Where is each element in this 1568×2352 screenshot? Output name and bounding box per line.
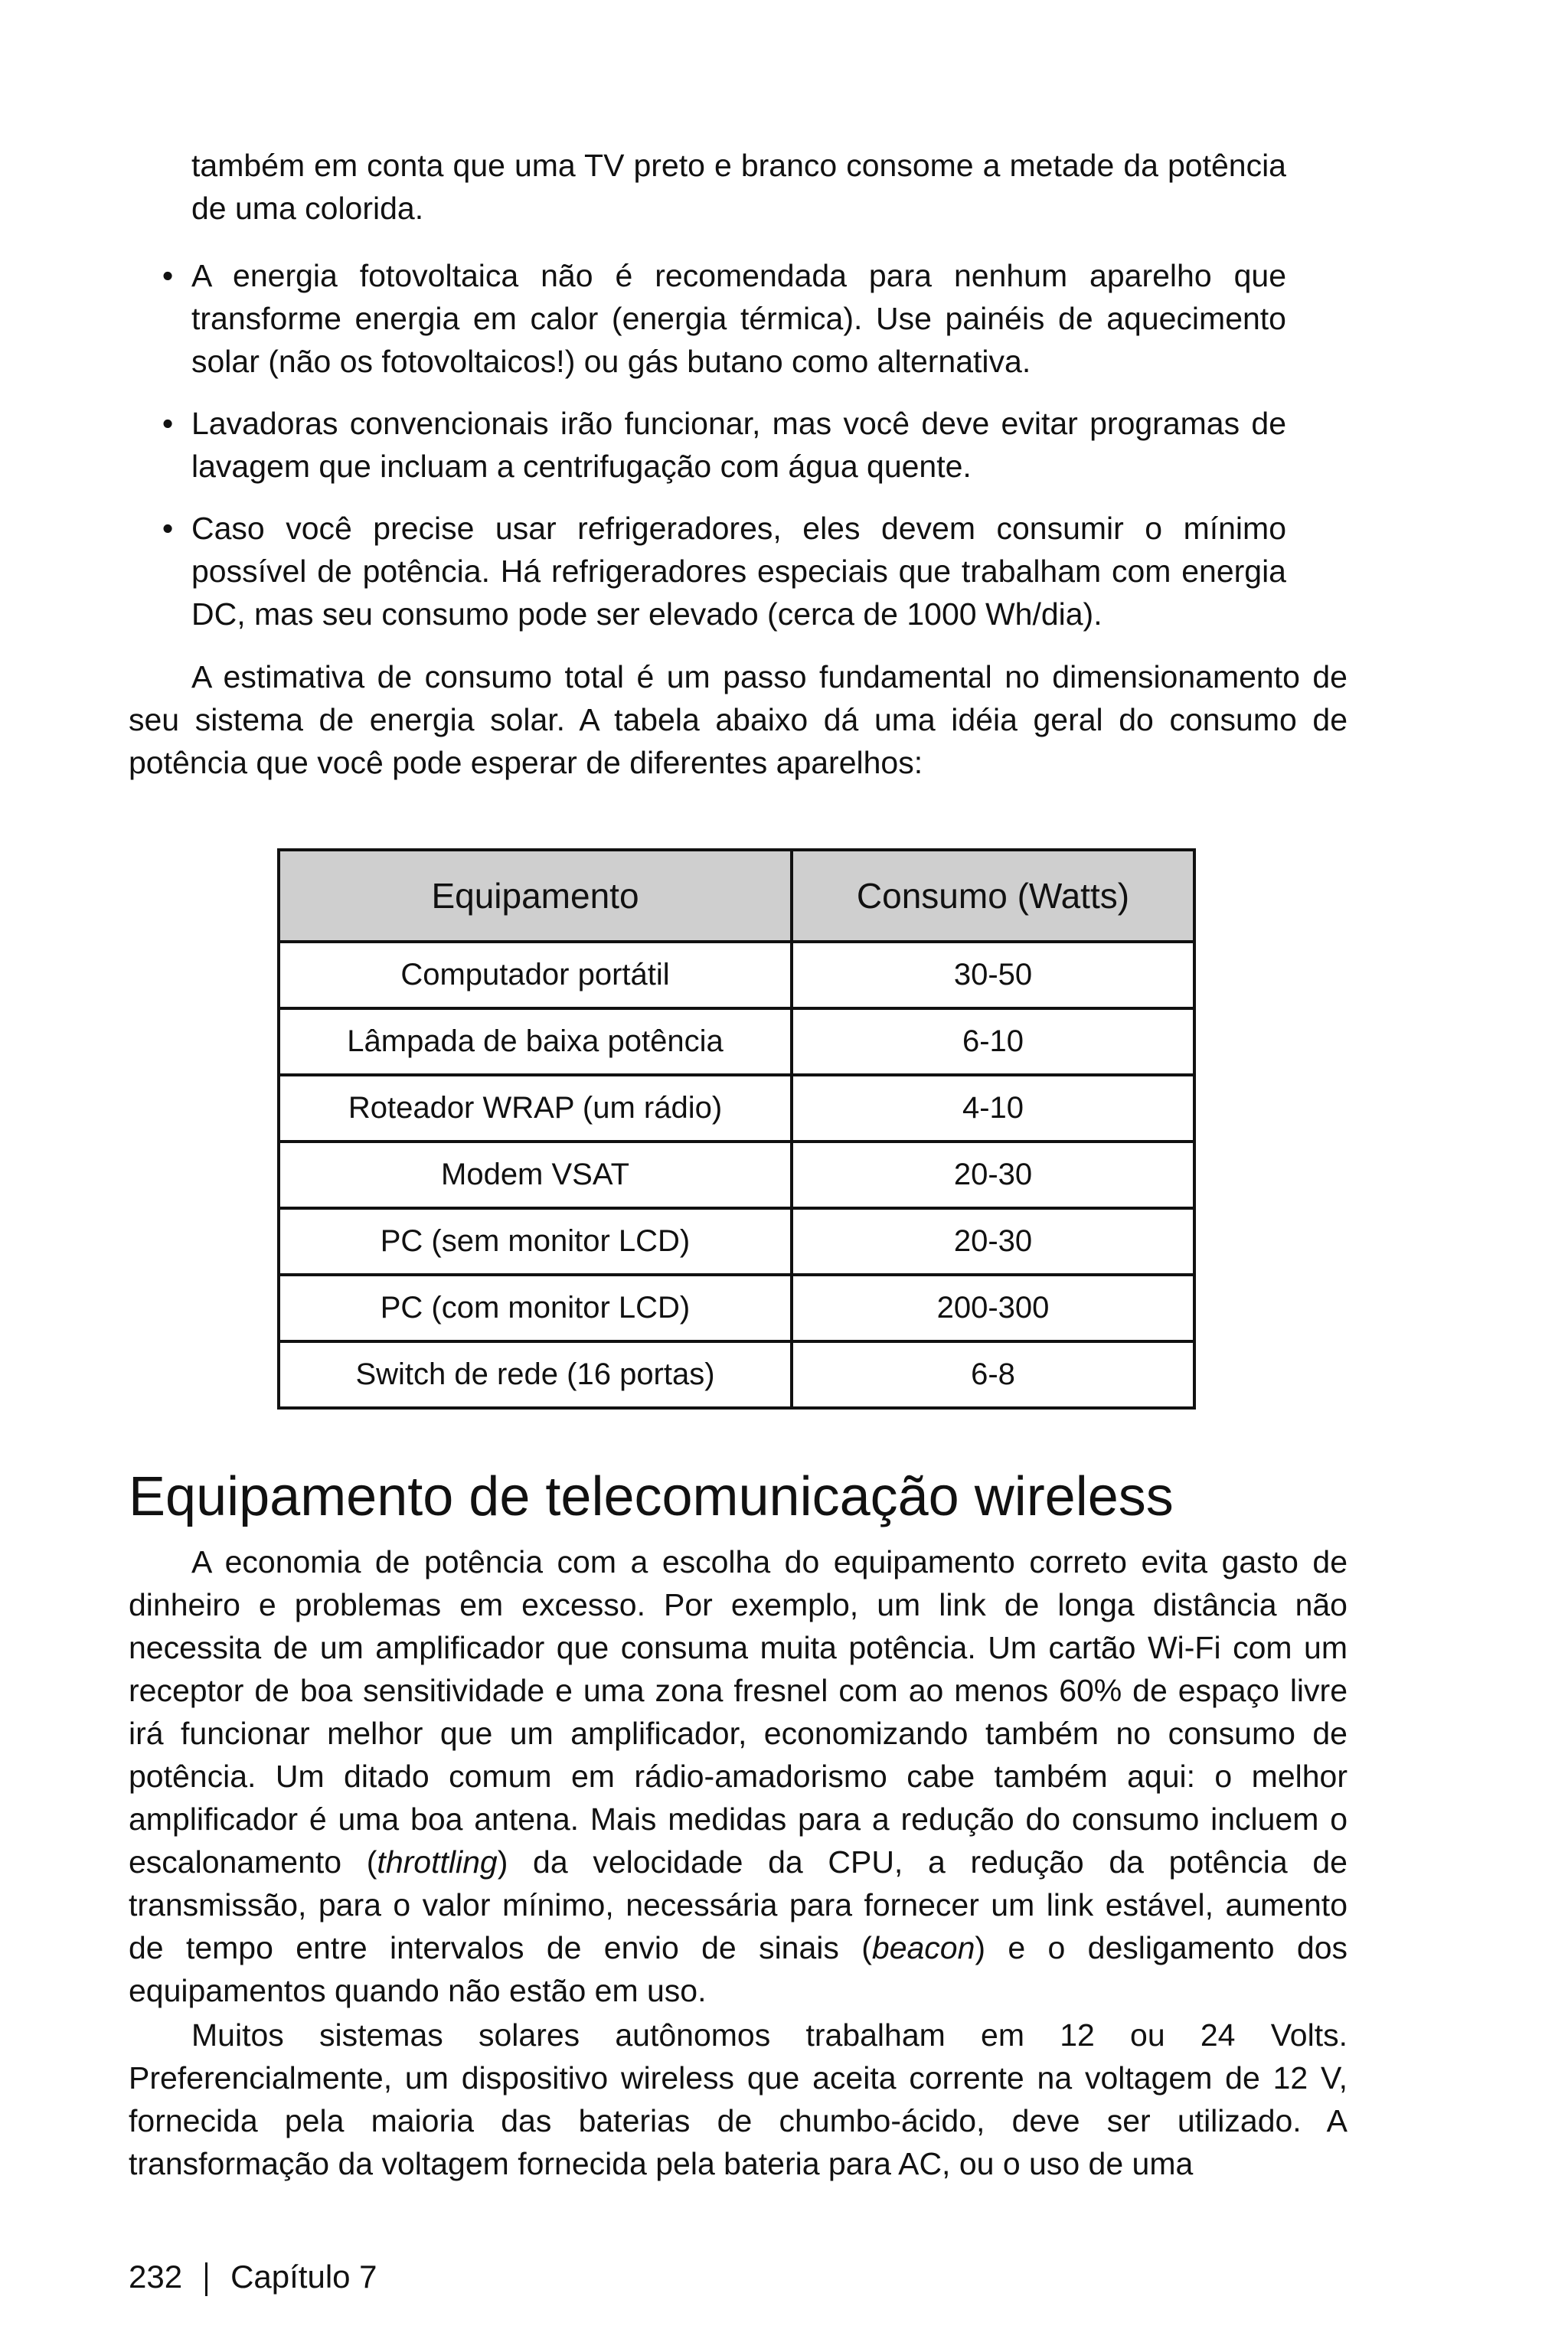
watts-cell: 20-30 — [792, 1208, 1194, 1275]
watts-cell: 4-10 — [792, 1075, 1194, 1142]
table-row — [279, 1075, 1194, 1142]
section-paragraph-2: Muitos sistemas solares autônomos trabalham em 12 ou 24 Volts. Preferencialmente, um dispositivo wireless que aceita corrente na voltagem de 12 V, fornecida pela maioria das baterias de chumbo-ácido, deve ser utilizado. A transformação da voltagem fornecida pela bateria para AC, ou o uso de uma — [129, 2017, 1348, 2181]
list-item — [162, 402, 1286, 488]
table-row — [279, 942, 1194, 1008]
header-consumption: Consumo (Watts) — [792, 850, 1194, 942]
equipment-cell: PC (com monitor LCD) — [279, 1275, 792, 1341]
table-row — [279, 1142, 1194, 1208]
table-intro-paragraph: A estimativa de consumo total é um passo fundamental no dimensionamento de seu sistema de energia solar. A tabela abaixo dá uma idéia geral do consumo de potência que você pode esperar de diferentes aparelhos: — [129, 659, 1348, 780]
consumption-table — [277, 848, 1196, 1410]
section-heading: Equipamento de telecomunicação wireless — [129, 1466, 1174, 1527]
list-item — [162, 507, 1286, 635]
chapter-label: Capítulo 7 — [230, 2259, 377, 2295]
watts-cell: 6-10 — [792, 1008, 1194, 1075]
watts-cell: 30-50 — [792, 942, 1194, 1008]
italic-term-beacon: beacon — [871, 1930, 975, 1965]
equipment-cell: Lâmpada de baixa potência — [279, 1008, 792, 1075]
watts-cell: 20-30 — [792, 1142, 1194, 1208]
bullet-text: Caso você precise usar refrigeradores, eles devem consumir o mínimo possível de potência. Há refrigeradores especiais que trabalham com energia DC, mas seu consumo pode ser elevado (cerca de 1000 Wh/dia). — [191, 511, 1286, 632]
header-equipment: Equipamento — [279, 850, 792, 942]
consumption-table-wrapper — [277, 848, 1193, 1410]
bullet-icon: • — [162, 406, 174, 441]
paragraph-text: ) e o desligamento dos equipamentos quando não estão em uso. — [129, 1930, 1348, 2008]
paragraph-text: ) da velocidade da CPU, a redução da potência de transmissão, para o valor mínimo, necessária para fornecer um link estável, aumento de tempo entre intervalos de envio de sinais ( — [129, 1844, 1348, 1965]
watts-cell: 6-8 — [792, 1341, 1194, 1408]
bullet-icon: • — [162, 511, 174, 546]
table-row — [279, 1208, 1194, 1275]
continued-paragraph: também em conta que uma TV preto e branco consome a metade da potência de uma colorida. — [191, 148, 1286, 226]
bullet-text: Lavadoras convencionais irão funcionar, mas você deve evitar programas de lavagem que incluam a centrifugação com água quente. — [191, 406, 1286, 484]
italic-term-throttling: throttling — [377, 1844, 498, 1880]
watts-cell: 200-300 — [792, 1275, 1194, 1341]
table-row — [279, 1341, 1194, 1408]
bullet-icon: • — [162, 258, 174, 293]
equipment-cell: Switch de rede (16 portas) — [279, 1341, 792, 1408]
page-number: 232 — [129, 2259, 183, 2295]
paragraph-text: A economia de potência com a escolha do equipamento correto evita gasto de dinheiro e problemas em excesso. Por exemplo, um link de longa distância não necessita de um amplificador que consuma muita potência. Um cartão Wi-Fi com um receptor de boa sensitividade e uma zona fresnel com ao menos 60% de espaço livre irá funcionar melhor que um amplificador, economizando também no consumo de potência. Um ditado comum em rádio-amadorismo cabe também aqui: o melhor amplificador é uma boa antena. Mais medidas para a redução do consumo incluem o escalonamento ( — [129, 1544, 1348, 1880]
equipment-cell: PC (sem monitor LCD) — [279, 1208, 792, 1275]
table-header-row — [279, 850, 1194, 942]
bullet-list — [162, 254, 1286, 655]
page-footer — [129, 2256, 377, 2298]
table-row — [279, 1275, 1194, 1341]
list-item — [162, 254, 1286, 383]
bullet-text: A energia fotovoltaica não é recomendada para nenhum aparelho que transforme energia em calor (energia térmica). Use painéis de aquecimento solar (não os fotovoltaicos!) ou gás butano como alternativa. — [191, 258, 1286, 379]
table-row — [279, 1008, 1194, 1075]
equipment-cell: Modem VSAT — [279, 1142, 792, 1208]
footer-divider — [205, 2262, 207, 2296]
equipment-cell: Computador portátil — [279, 942, 792, 1008]
section-paragraph-1 — [129, 1540, 1348, 2012]
equipment-cell: Roteador WRAP (um rádio) — [279, 1075, 792, 1142]
